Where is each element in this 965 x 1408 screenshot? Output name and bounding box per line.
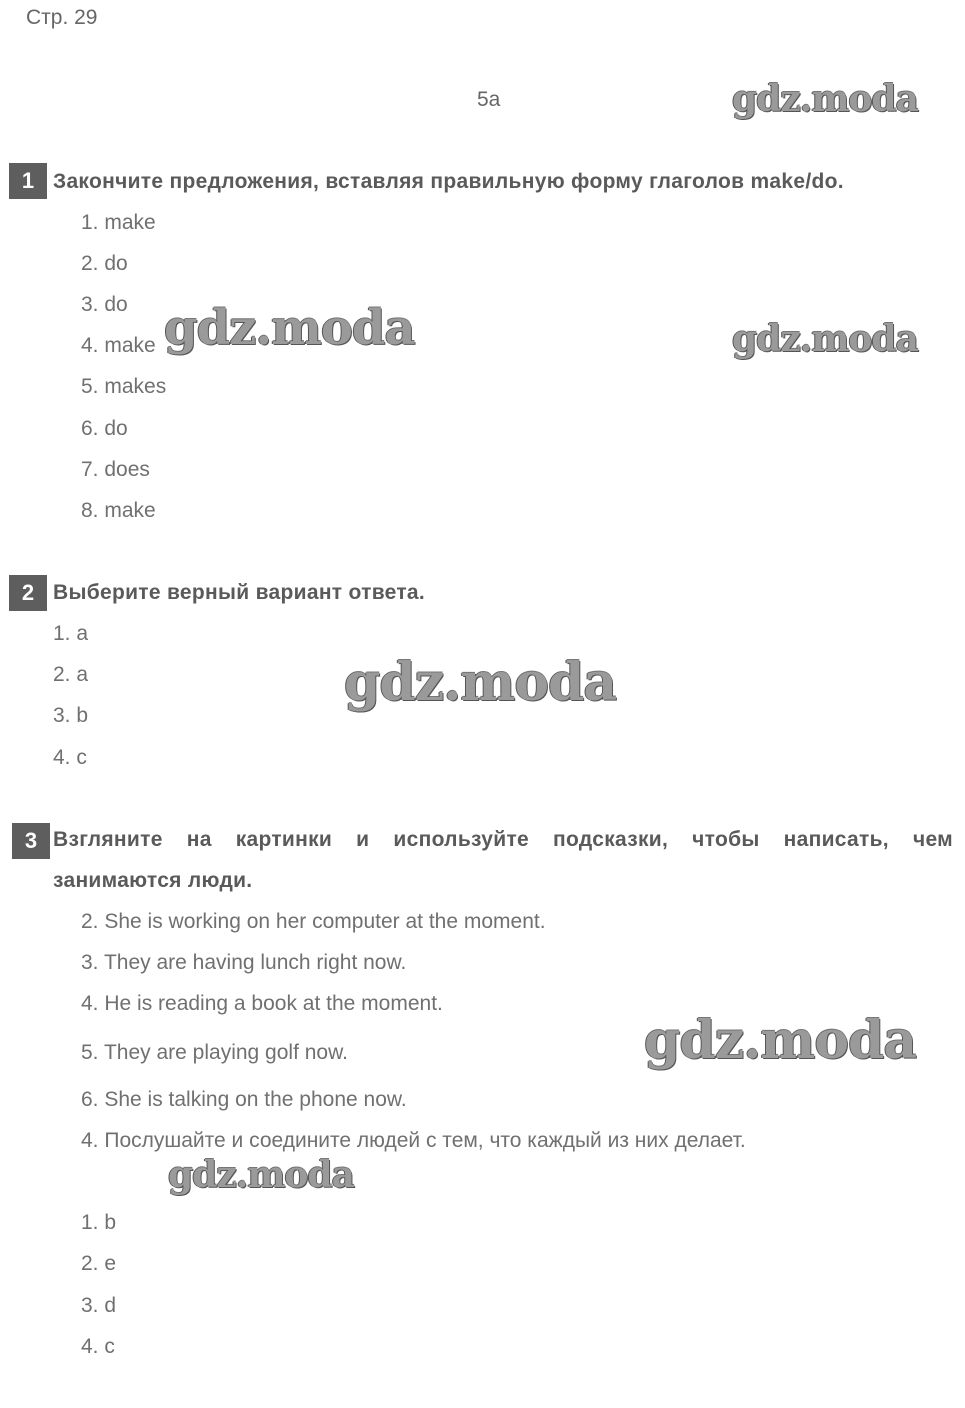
watermark-logo: gdz.moda <box>168 1154 354 1196</box>
answer-item: 4. c <box>53 746 87 769</box>
task-title: Закончите предложения, вставляя правильную форму глаголов make/do. <box>53 170 844 193</box>
task-number-badge: 2 <box>9 575 47 611</box>
watermark-logo: gdz.moda <box>164 300 415 356</box>
task-number-badge: 3 <box>12 823 50 859</box>
answer-item: 3. d <box>81 1294 117 1317</box>
watermark-logo: gdz.moda <box>644 1010 917 1071</box>
watermark-logo: gdz.moda <box>732 318 918 360</box>
answer-item: 3. b <box>53 704 89 727</box>
answer-item: 8. make <box>81 499 156 522</box>
answer-item: 2. She is working on her computer at the moment. <box>81 910 546 933</box>
answer-item: 6. She is talking on the phone now. <box>81 1088 407 1111</box>
task-number-badge: 1 <box>9 163 47 199</box>
subtask-title: 4. Послушайте и соедините людей с тем, что каждый из них делает. <box>81 1129 746 1152</box>
answer-item: 4. He is reading a book at the moment. <box>81 992 443 1015</box>
answer-item: 3. do <box>81 293 128 316</box>
answer-item: 1. b <box>81 1211 117 1234</box>
section-id: 5a <box>477 88 501 111</box>
answer-item: 6. do <box>81 417 128 440</box>
answer-item: 5. They are playing golf now. <box>81 1041 348 1064</box>
watermark-logo: gdz.moda <box>732 78 918 120</box>
page-label: Стр. 29 <box>26 6 98 29</box>
task-title-continued: занимаются люди. <box>53 869 253 892</box>
answer-item: 5. makes <box>81 375 167 398</box>
answer-item: 3. They are having lunch right now. <box>81 951 407 974</box>
answer-item: 2. e <box>81 1252 117 1275</box>
answer-item: 2. do <box>81 252 128 275</box>
answer-item: 7. does <box>81 458 150 481</box>
answer-item: 4. c <box>81 1335 115 1358</box>
task-title: Выберите верный вариант ответа. <box>53 581 426 604</box>
answer-item: 1. make <box>81 211 156 234</box>
watermark-logo: gdz.moda <box>344 652 617 713</box>
answer-item: 4. make <box>81 334 156 357</box>
task-title: Взгляните на картинки и используйте подсказки, чтобы написать, чем <box>53 828 953 851</box>
answer-item: 2. a <box>53 663 89 686</box>
answer-item: 1. a <box>53 622 89 645</box>
